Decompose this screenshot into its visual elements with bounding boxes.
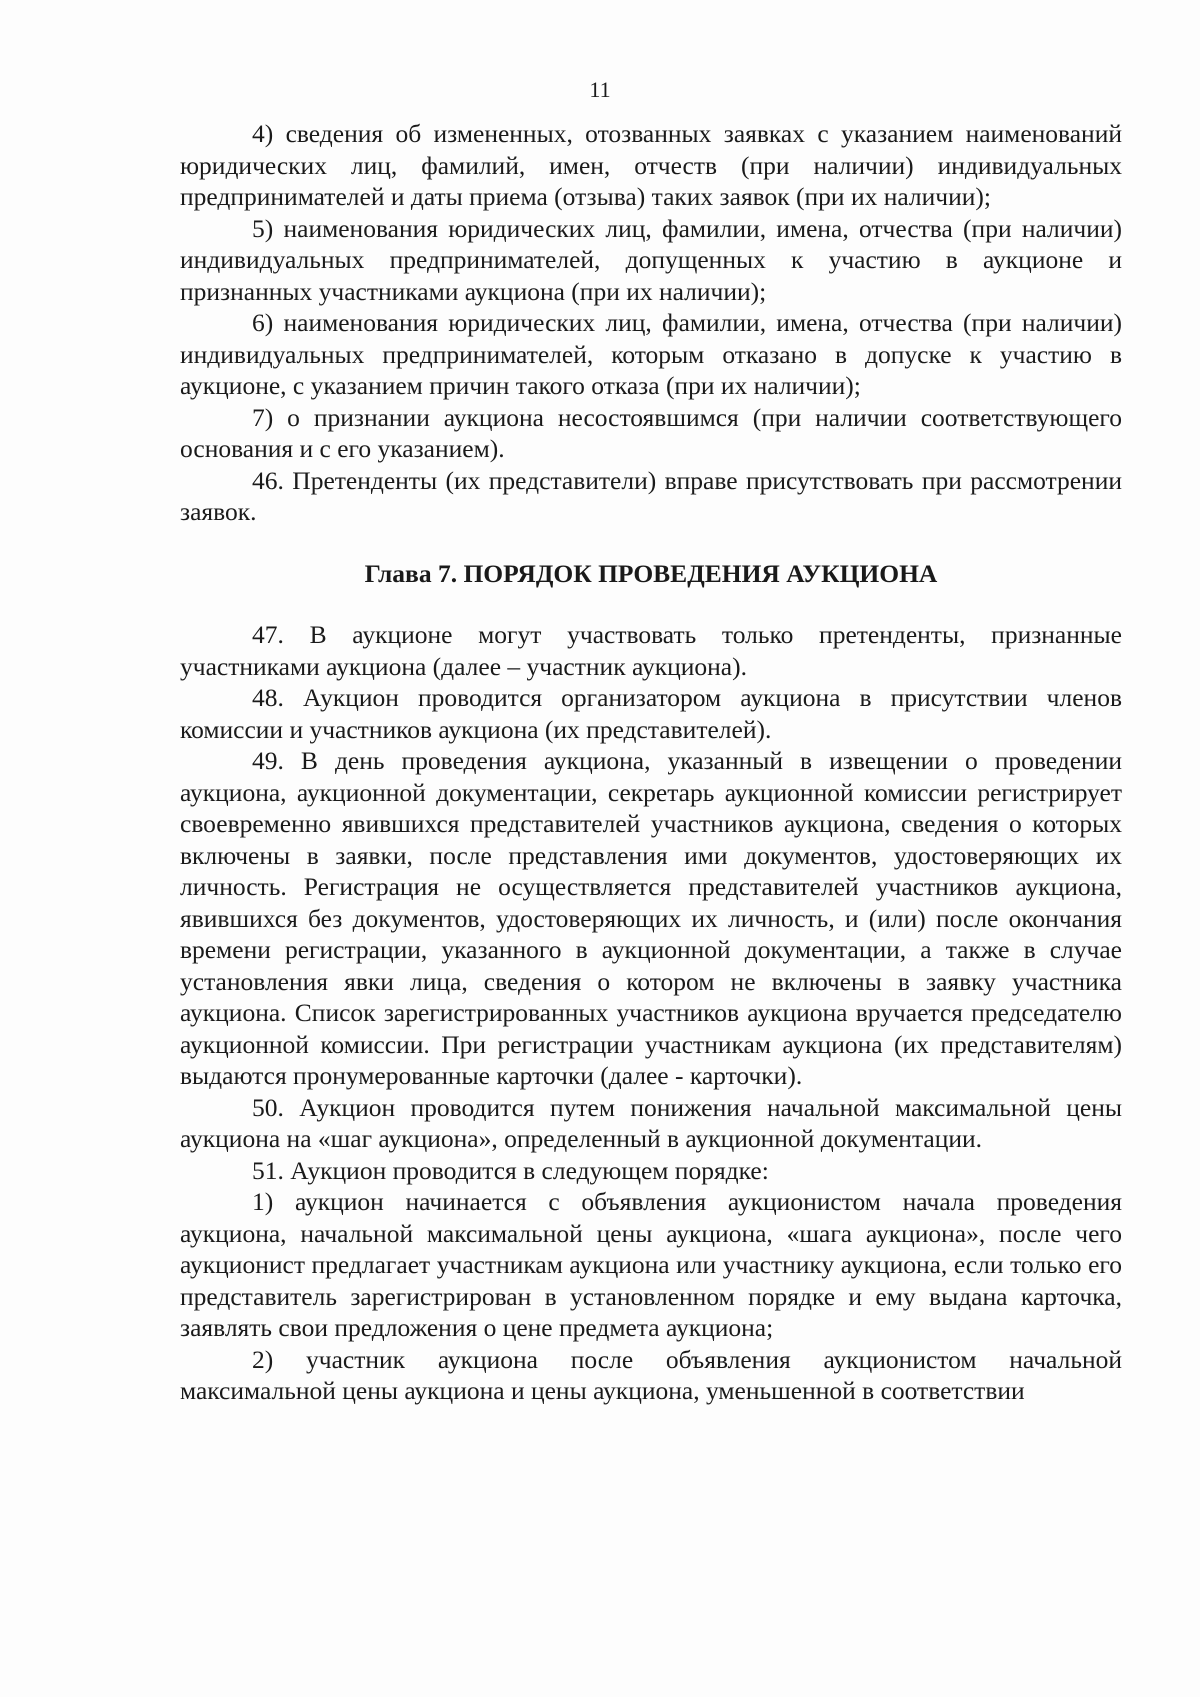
clause-49: 49. В день проведения аукциона, указанный в извещении о проведении аукциона, аукционной документации, секретарь аукционной комиссии регистрирует своевременно явившихся представителей участников аукциона, сведения о которых включены в заявки, после представления ими документов, удостоверяющих их личность. Регистрация не осуществляется представителей участников аукциона, явившихся без документов, удостоверяющих их личность, и (или) после окончания времени регистрации, указанного в аукционной документации, а также в случае установления явки лица, сведения о котором не включены в заявку участника аукциона. Список зарегистрированных участников аукциона вручается председателю аукционной комиссии. При регистрации участникам аукциона (их представителям) выдаются пронумерованные карточки (далее - карточки). [180,746,1122,1090]
clause-47: 47. В аукционе могут участвовать только претенденты, признанные участниками аукциона (далее – участник аукциона). [180,620,1122,681]
document-body [180,118,1122,1407]
list-item-4: 4) сведения об измененных, отозванных заявках с указанием наименований юридических лиц, фамилий, имен, отчеств (при наличии) индивидуальных предпринимателей и даты приема (отзыва) таких заявок (при их наличии); [180,119,1122,211]
list-item-5: 5) наименования юридических лиц, фамилии, имена, отчества (при наличии) индивидуальных предпринимателей, допущенных к участию в аукционе и признанных участниками аукциона (при их наличии); [180,213,1122,306]
clause-50: 50. Аукцион проводится путем понижения начальной максимальной цены аукциона на «шаг аукциона», определенный в аукционной документации. [180,1092,1122,1153]
list-item-6: 6) наименования юридических лиц, фамилии, имена, отчества (при наличии) индивидуальных предпринимателей, которым отказано в допуске к участию в аукционе, с указанием причин такого отказа (при их наличии); [180,308,1122,400]
clause-48: 48. Аукцион проводится организатором аукциона в присутствии членов комиссии и участников аукциона (их представителей). [180,683,1122,744]
page-number: 11 [589,77,611,102]
list-item-7: 7) о признании аукциона несостоявшимся (при наличии соответствующего основания и с его указанием). [180,402,1122,463]
subclause-2: 2) участник аукциона после объявления аукционистом начальной максимальной цены аукциона и цены аукциона, уменьшенной в соответствии [180,1344,1122,1405]
clause-51: 51. Аукцион проводится в следующем порядке: [252,1155,769,1185]
subclause-1: 1) аукцион начинается с объявления аукционистом начала проведения аукциона, начальной максимальной цены аукциона, «шага аукциона», после чего аукционист предлагает участникам аукциона или участнику аукциона, если только его представитель зарегистрирован в установленном порядке и ему выдана карточка, заявлять свои предложения о цене предмета аукциона; [180,1187,1122,1342]
clause-46: 46. Претенденты (их представители) вправе присутствовать при рассмотрении заявок. [180,465,1122,526]
chapter-heading: Глава 7. ПОРЯДОК ПРОВЕДЕНИЯ АУКЦИОНА [364,558,938,588]
